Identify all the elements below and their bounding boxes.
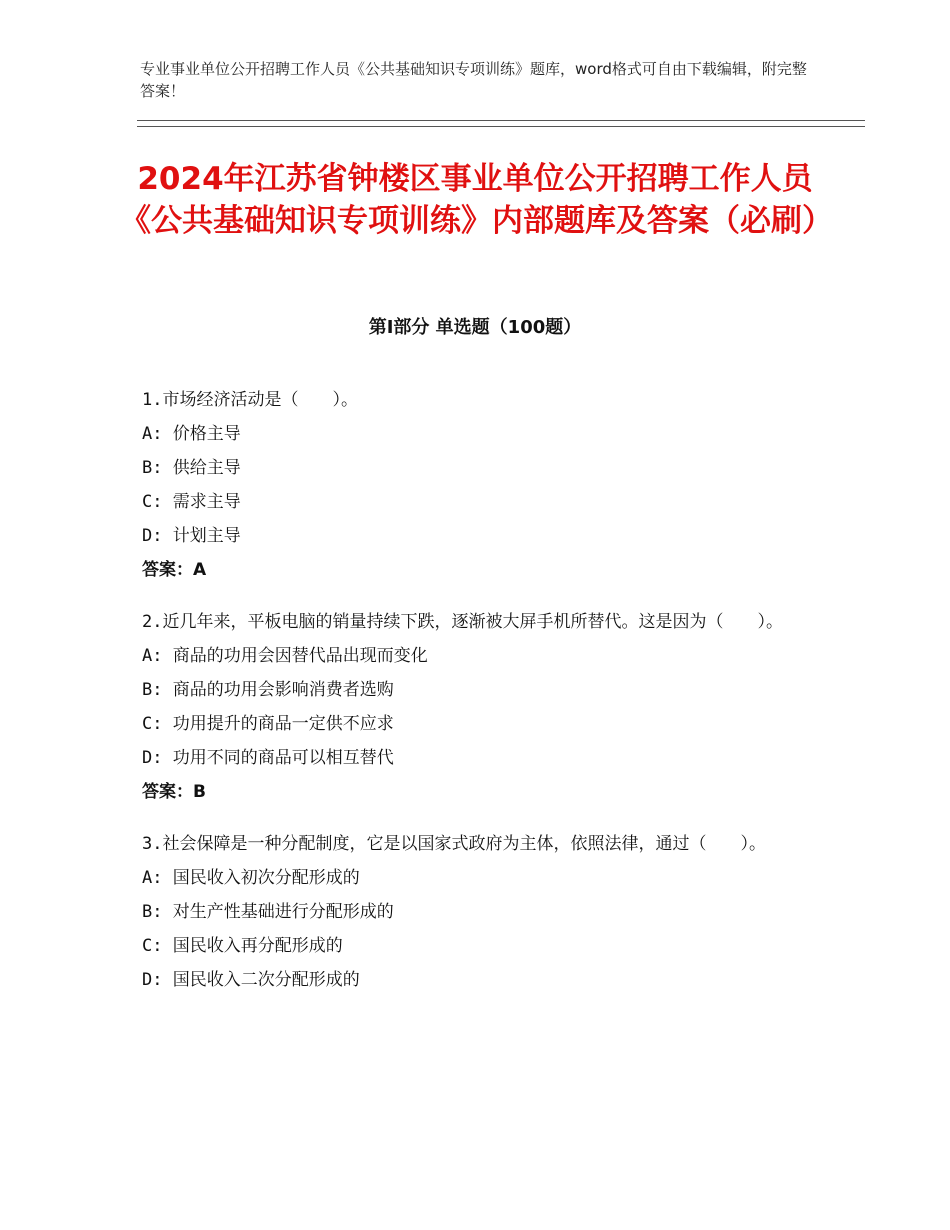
option-a: A: 国民收入初次分配形成的 [142, 868, 360, 888]
option-c: C: 国民收入再分配形成的 [142, 936, 343, 956]
option-d: D: 计划主导 [142, 526, 241, 546]
option-c: C: 功用提升的商品一定供不应求 [142, 714, 394, 734]
option-c: C: 需求主导 [142, 492, 241, 512]
header-note: 专业事业单位公开招聘工作人员《公共基础知识专项训练》题库，word格式可自由下载编辑，附完整答案！ [140, 60, 807, 100]
question-stem: 2.近几年来，平板电脑的销量持续下跌，逐渐被大屏手机所替代。这是因为（ ）。 [142, 612, 783, 632]
option-d: D: 国民收入二次分配形成的 [142, 970, 360, 990]
document-title: 2024年江苏省钟楼区事业单位公开招聘工作人员《公共基础知识专项训练》内部题库及答案（必刷） [120, 161, 833, 239]
question-1 [142, 383, 812, 587]
header-divider [137, 120, 865, 127]
question-2 [142, 605, 812, 809]
question-list [142, 383, 812, 1015]
option-b: B: 对生产性基础进行分配形成的 [142, 902, 394, 922]
option-b: B: 商品的功用会影响消费者选购 [142, 680, 394, 700]
option-a: A: 商品的功用会因替代品出现而变化 [142, 646, 428, 666]
question-stem: 3.社会保障是一种分配制度，它是以国家式政府为主体，依照法律，通过（ ）。 [142, 834, 766, 854]
option-a: A: 价格主导 [142, 424, 241, 444]
section-title: 第Ⅰ部分 单选题（100题） [368, 317, 582, 338]
answer-line: 答案：A [142, 560, 207, 580]
question-stem: 1.市场经济活动是（ ）。 [142, 390, 358, 410]
option-d: D: 功用不同的商品可以相互替代 [142, 748, 394, 768]
question-3 [142, 827, 812, 997]
option-b: B: 供给主导 [142, 458, 241, 478]
answer-line: 答案：B [142, 782, 206, 802]
